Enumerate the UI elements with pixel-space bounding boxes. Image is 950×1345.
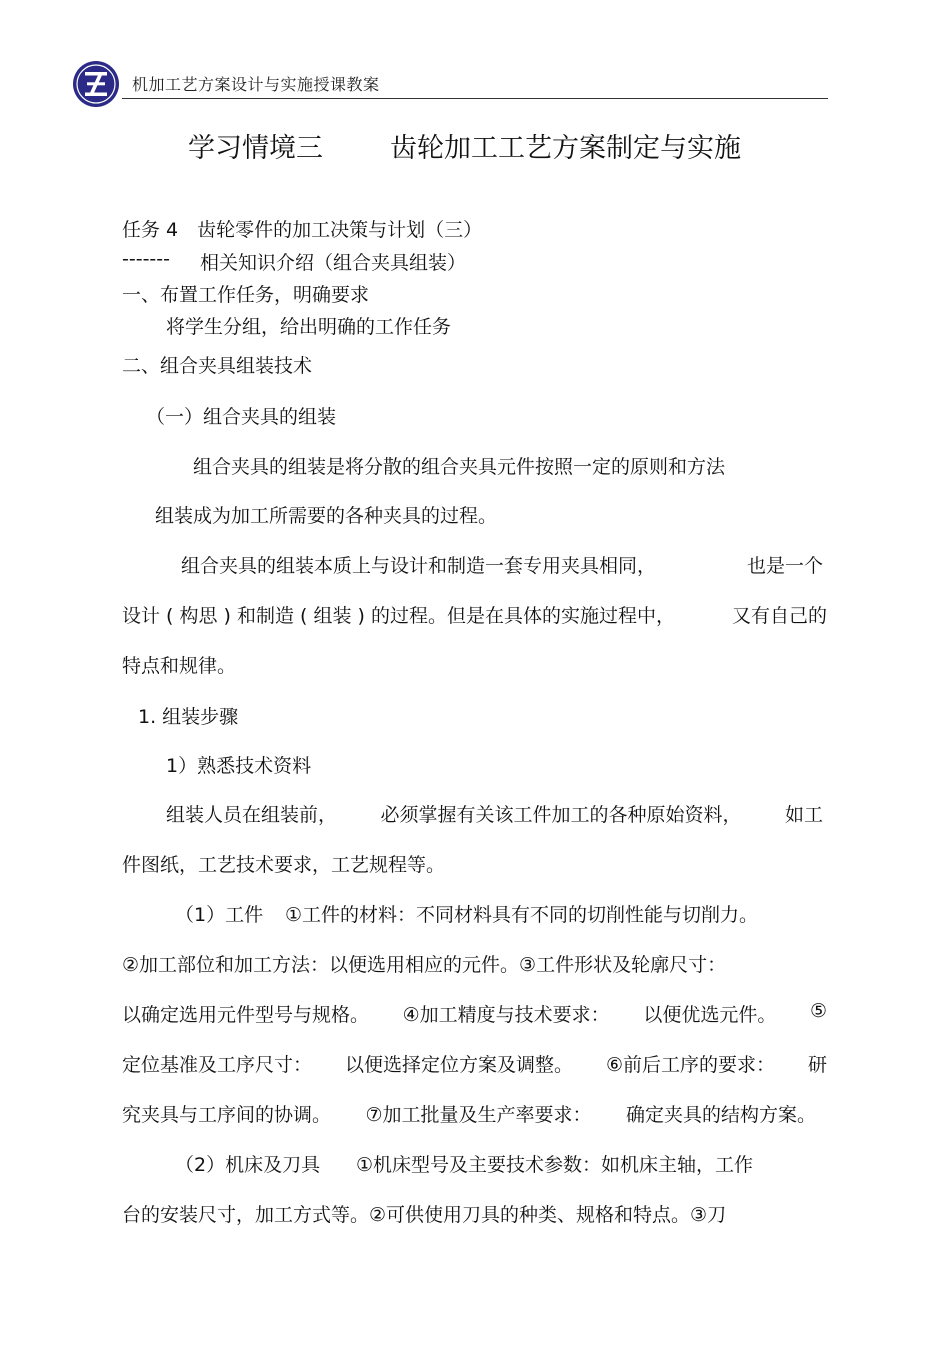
p5-line1-text-a: （2）机床及刀具 (175, 1154, 321, 1176)
paragraph-4-line-1 (175, 900, 759, 927)
paragraph-4-line-4 (122, 1050, 827, 1077)
task-line: 任务 4 齿轮零件的加工决策与计划（三） (122, 219, 483, 241)
paragraph-1-line-1: 组合夹具的组装是将分散的组合夹具元件按照一定的原则和方法 (193, 456, 726, 478)
p2-line1-text-b: 也是一个 (746, 555, 823, 577)
p2-line2-text-b: 又有自己的 (731, 605, 827, 627)
step-1-heading: 1）熟悉技术资料 (166, 755, 312, 777)
section-1-text: 将学生分组，给出明确的工作任务 (166, 316, 452, 338)
p4-line4-text-b: 以便选择定位方案及调整。 (344, 1054, 573, 1076)
p2-line1-text-a: 组合夹具的组装本质上与设计和制造一套专用夹具相同， (181, 555, 657, 577)
knowledge-text: 相关知识介绍（组合夹具组装） (200, 252, 467, 274)
subsection-1-heading: （一）组合夹具的组装 (146, 406, 337, 428)
p4-line3-text-c: 以便优选元件。 (643, 1004, 777, 1026)
header-divider (122, 98, 828, 99)
p4-line5-text-b: ⑦加工批量及生产率要求： (365, 1104, 592, 1126)
p4-line1-text-a: （1）工件 (175, 904, 264, 926)
paragraph-5-line-2: 台的安装尺寸，加工方式等。②可供使用刀具的种类、规格和特点。③刀 (122, 1204, 727, 1226)
p3-line1-text-a: 组装人员在组装前， (166, 804, 338, 826)
page-header (72, 58, 828, 102)
paragraph-2-line-3: 特点和规律。 (122, 655, 237, 677)
p4-line3-text-b: ④加工精度与技术要求： (402, 1004, 610, 1026)
p4-line5-text-c: 确定夹具的结构方案。 (625, 1104, 816, 1126)
paragraph-3-line-2: 件图纸，工艺技术要求，工艺规程等。 (122, 854, 446, 876)
title-part-2: 齿轮加工工艺方案制定与实施 (390, 133, 741, 164)
steps-heading: 1. 组装步骤 (138, 706, 239, 728)
p4-line3-text-d: ⑤ (809, 1000, 827, 1022)
p4-line4-text-a: 定位基准及工序尺寸： (122, 1054, 313, 1076)
institution-logo-icon (72, 60, 120, 108)
dashes: ------- (122, 248, 170, 270)
p4-line1-text-b: ①工件的材料：不同材料具有不同的切削性能与切削力。 (285, 904, 759, 926)
paragraph-2-line-1 (181, 551, 823, 578)
p4-line5-text-a: 究夹具与工序间的协调。 (122, 1104, 332, 1126)
knowledge-line (122, 248, 467, 274)
p4-line4-text-c: ⑥前后工序的要求： (605, 1054, 776, 1076)
paragraph-4-line-3 (122, 1000, 827, 1027)
p5-line1-text-b: ①机床型号及主要技术参数：如机床主轴，工作 (356, 1154, 754, 1176)
paragraph-5-line-1 (175, 1150, 754, 1177)
header-title: 机加工艺方案设计与实施授课教案 (132, 75, 380, 94)
p4-line4-text-d: 研 (807, 1054, 827, 1076)
paragraph-4-line-5 (122, 1100, 816, 1127)
p3-line1-text-b: 必须掌握有关该工件加工的各种原始资料， (380, 804, 742, 826)
paragraph-2-line-2 (122, 601, 827, 628)
section-1-heading: 一、布置工作任务，明确要求 (122, 284, 370, 306)
paragraph-4-line-2: ②加工部位和加工方法：以便选用相应的元件。③工件形状及轮廓尺寸： (122, 954, 727, 976)
p3-line1-text-c: 如工 (784, 804, 823, 826)
paragraph-1-line-2: 组装成为加工所需要的各种夹具的过程。 (155, 505, 498, 527)
p4-line3-text-a: 以确定选用元件型号与规格。 (122, 1004, 370, 1026)
section-2-heading: 二、组合夹具组装技术 (122, 355, 313, 377)
p2-line2-text-a: 设计 ( 构思 ) 和制造 ( 组装 ) 的过程。但是在具体的实施过程中， (122, 605, 675, 627)
paragraph-3-line-1 (166, 800, 823, 827)
title-part-1: 学习情境三 (188, 133, 323, 164)
